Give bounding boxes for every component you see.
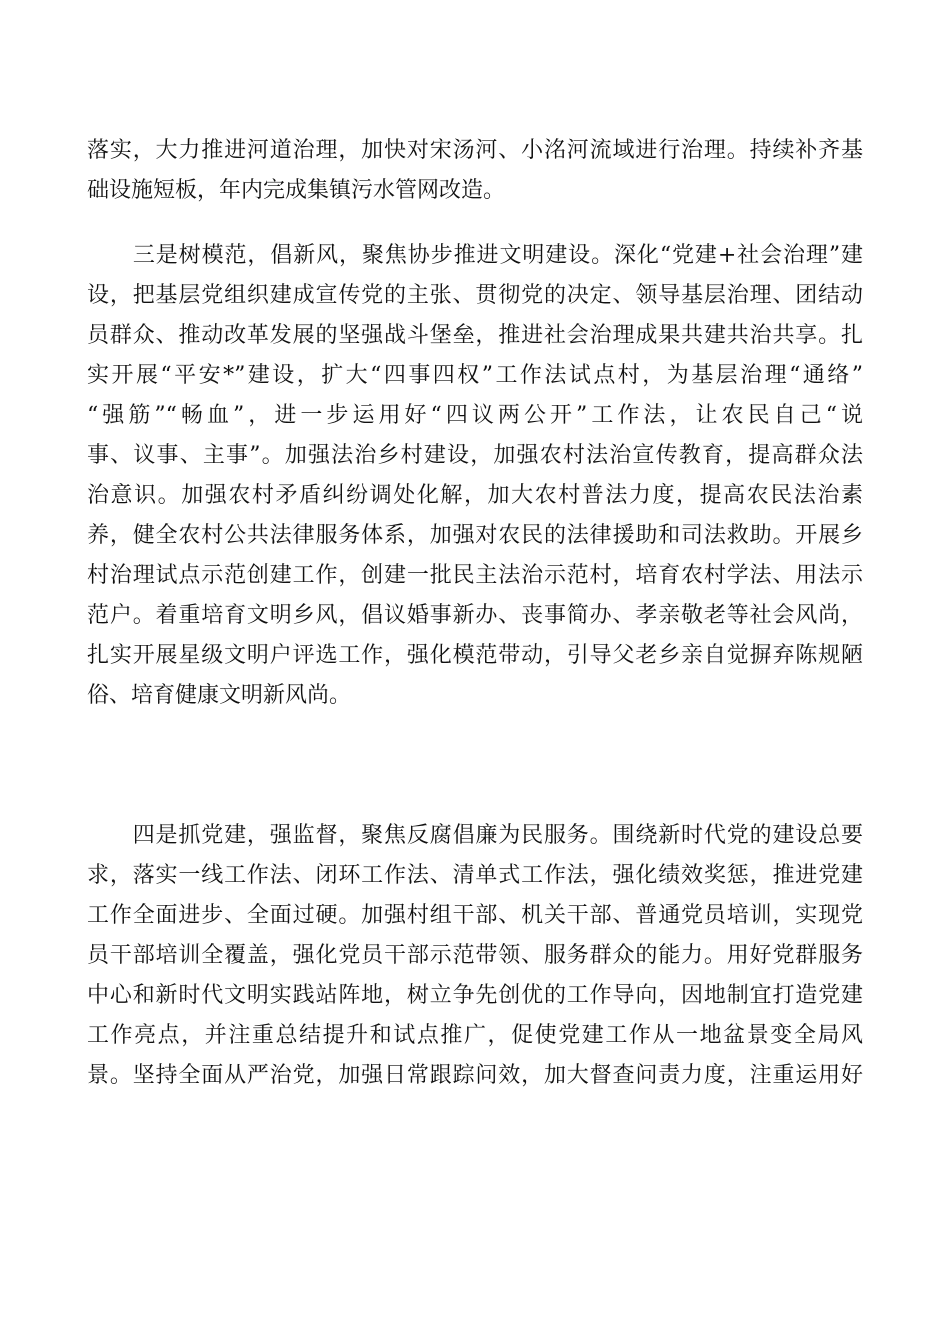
- paragraph-line: 设，把基层党组织建成宣传党的主张、贯彻党的决定、领导基层治理、团结动: [87, 283, 863, 308]
- paragraph-line: 求，落实一线工作法、闭环工作法、清单式工作法，强化绩效奖惩，推进党建: [87, 863, 863, 888]
- paragraph-line: 扎实开展星级文明户评选工作，强化模范带动，引导父老乡亲自觉摒弃陈规陋: [87, 643, 863, 668]
- paragraph-1: [87, 131, 863, 211]
- paragraph-line: 养，健全农村公共法律服务体系，加强对农民的法律援助和司法救助。开展乡: [87, 523, 863, 548]
- paragraph-line: “强筋”“畅血”，进一步运用好“四议两公开”工作法，让农民自己“说: [87, 403, 863, 428]
- paragraph-3: [87, 816, 863, 1096]
- paragraph-line: 员群众、推动改革发展的坚强战斗堡垒，推进社会治理成果共建共治共享。扎: [87, 323, 863, 348]
- paragraph-line: 工作亮点，并注重总结提升和试点推广，促使党建工作从一地盆景变全局风: [87, 1023, 863, 1048]
- paragraph-line: 中心和新时代文明实践站阵地，树立争先创优的工作导向，因地制宜打造党建: [87, 983, 863, 1008]
- paragraph-line: 员干部培训全覆盖，强化党员干部示范带领、服务群众的能力。用好党群服务: [87, 943, 863, 968]
- paragraph-line: 村治理试点示范创建工作，创建一批民主法治示范村，培育农村学法、用法示: [87, 563, 863, 588]
- paragraph-line: 工作全面进步、全面过硬。加强村组干部、机关干部、普通党员培训，实现党: [87, 903, 863, 928]
- paragraph-line: 事、议事、主事”。加强法治乡村建设，加强农村法治宣传教育，提高群众法: [87, 443, 863, 468]
- paragraph-line: 景。坚持全面从严治党，加强日常跟踪问效，加大督查问责力度，注重运用好: [87, 1063, 863, 1088]
- paragraph-line: 四是抓党建，强监督，聚焦反腐倡廉为民服务。围绕新时代党的建设总要: [87, 823, 863, 848]
- paragraph-line: 础设施短板，年内完成集镇污水管网改造。: [87, 178, 506, 203]
- paragraph-line: 实开展“平安*”建设，扩大“四事四权”工作法试点村，为基层治理“通络”: [87, 363, 863, 388]
- paragraph-line: 治意识。加强农村矛盾纠纷调处化解，加大农村普法力度，提高农民法治素: [87, 483, 863, 508]
- paragraph-2: [87, 236, 863, 716]
- paragraph-line: 俗、培育健康文明新风尚。: [87, 683, 352, 708]
- paragraph-line: 落实，大力推进河道治理，加快对宋汤河、小洺河流域进行治理。持续补齐基: [87, 138, 863, 163]
- paragraph-line: 范户。着重培育文明乡风，倡议婚事新办、丧事简办、孝亲敬老等社会风尚，: [87, 603, 863, 628]
- paragraph-line: 三是树模范，倡新风，聚焦协步推进文明建设。深化“党建+社会治理”建: [87, 243, 863, 268]
